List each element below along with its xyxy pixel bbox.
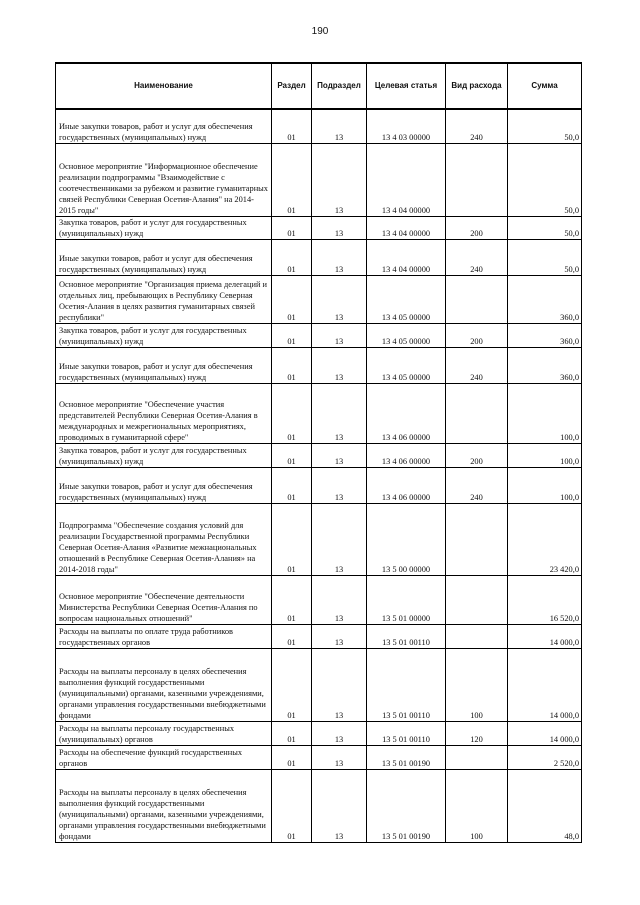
row-section: 01 xyxy=(272,721,312,745)
row-subsection: 13 xyxy=(312,503,367,575)
header-subsection: Подраздел xyxy=(312,63,367,109)
row-expense-type: 240 xyxy=(446,467,508,503)
row-name: Подпрограмма "Обеспечение создания условий для реализации Государственной программы Республики Северная Осетия-Алания «Развитие межнациональных отношений в Республике Северная Осетия-Алания» на 2014-2018 годы" xyxy=(56,503,272,575)
row-expense-type: 200 xyxy=(446,216,508,239)
row-target-article: 13 5 01 00110 xyxy=(367,721,446,745)
row-section: 01 xyxy=(272,648,312,721)
row-section: 01 xyxy=(272,745,312,769)
budget-table xyxy=(55,62,582,843)
row-expense-type: 100 xyxy=(446,648,508,721)
row-target-article: 13 4 06 00000 xyxy=(367,383,446,443)
row-section: 01 xyxy=(272,143,312,216)
row-target-article: 13 4 04 00000 xyxy=(367,239,446,275)
row-target-article: 13 4 05 00000 xyxy=(367,347,446,383)
row-expense-type xyxy=(446,503,508,575)
row-section: 01 xyxy=(272,769,312,842)
row-subsection: 13 xyxy=(312,745,367,769)
table-row xyxy=(56,769,582,842)
table-row xyxy=(56,239,582,275)
row-expense-type xyxy=(446,745,508,769)
row-sum: 14 000,0 xyxy=(508,624,582,648)
row-expense-type: 200 xyxy=(446,323,508,347)
row-sum: 50,0 xyxy=(508,216,582,239)
row-expense-type: 240 xyxy=(446,109,508,143)
table-row xyxy=(56,383,582,443)
row-target-article: 13 5 01 00110 xyxy=(367,648,446,721)
row-section: 01 xyxy=(272,216,312,239)
row-sum: 23 420,0 xyxy=(508,503,582,575)
table-row xyxy=(56,648,582,721)
page-number: 190 xyxy=(311,26,329,37)
row-sum: 100,0 xyxy=(508,383,582,443)
row-target-article: 13 5 01 00110 xyxy=(367,624,446,648)
row-section: 01 xyxy=(272,575,312,624)
row-sum: 360,0 xyxy=(508,323,582,347)
table-row xyxy=(56,467,582,503)
row-target-article: 13 4 04 00000 xyxy=(367,216,446,239)
header-target-article: Целевая статья xyxy=(367,63,446,109)
row-expense-type xyxy=(446,383,508,443)
row-subsection: 13 xyxy=(312,575,367,624)
row-sum: 360,0 xyxy=(508,347,582,383)
table-row xyxy=(56,745,582,769)
row-expense-type: 240 xyxy=(446,239,508,275)
row-target-article: 13 4 05 00000 xyxy=(367,323,446,347)
header-name: Наименование xyxy=(56,63,272,109)
header-expense-type: Вид расхода xyxy=(446,63,508,109)
row-subsection: 13 xyxy=(312,721,367,745)
row-sum: 100,0 xyxy=(508,443,582,467)
row-target-article: 13 5 01 00000 xyxy=(367,575,446,624)
row-name: Основное мероприятие "Информационное обеспечение реализации подпрограммы "Взаимодействие с соотечественниками за рубежом и развитие гуманитарных связей Республики Северная Осетия-Алания" на 2014-2015 годы" xyxy=(56,143,272,216)
row-section: 01 xyxy=(272,383,312,443)
row-name: Закупка товаров, работ и услуг для государственных (муниципальных) нужд xyxy=(56,443,272,467)
row-subsection: 13 xyxy=(312,769,367,842)
table-row xyxy=(56,347,582,383)
row-sum: 2 520,0 xyxy=(508,745,582,769)
row-sum: 14 000,0 xyxy=(508,648,582,721)
row-name: Иные закупки товаров, работ и услуг для обеспечения государственных (муниципальных) нужд xyxy=(56,467,272,503)
row-target-article: 13 4 06 00000 xyxy=(367,443,446,467)
row-sum: 50,0 xyxy=(508,143,582,216)
table-row xyxy=(56,721,582,745)
header-section: Раздел xyxy=(272,63,312,109)
table-header-row xyxy=(56,63,582,109)
row-subsection: 13 xyxy=(312,443,367,467)
row-section: 01 xyxy=(272,323,312,347)
row-name: Основное мероприятие "Обеспечение участия представителей Республики Северная Осетия-Алания в международных и межрегиональных мероприятиях, проводимых в гуманитарной сфере" xyxy=(56,383,272,443)
row-expense-type xyxy=(446,143,508,216)
row-name: Расходы на выплаты персоналу в целях обеспечения выполнения функций государственными (муниципальными) органами, казенными учреждениями, органами управления государственными внебюджетными фондами xyxy=(56,648,272,721)
table-row xyxy=(56,216,582,239)
row-expense-type xyxy=(446,624,508,648)
row-target-article: 13 5 00 00000 xyxy=(367,503,446,575)
row-subsection: 13 xyxy=(312,383,367,443)
row-expense-type: 100 xyxy=(446,769,508,842)
row-name: Иные закупки товаров, работ и услуг для обеспечения государственных (муниципальных) нужд xyxy=(56,109,272,143)
row-subsection: 13 xyxy=(312,275,367,323)
row-expense-type xyxy=(446,275,508,323)
row-section: 01 xyxy=(272,467,312,503)
table-row xyxy=(56,143,582,216)
row-sum: 50,0 xyxy=(508,239,582,275)
row-sum: 16 520,0 xyxy=(508,575,582,624)
row-name: Основное мероприятие "Обеспечение деятельности Министерства Республики Северная Осетия-Алания по вопросам национальных отношений" xyxy=(56,575,272,624)
row-subsection: 13 xyxy=(312,347,367,383)
table-row xyxy=(56,503,582,575)
table-row xyxy=(56,443,582,467)
row-target-article: 13 4 04 00000 xyxy=(367,143,446,216)
row-name: Расходы на выплаты по оплате труда работников государственных органов xyxy=(56,624,272,648)
row-subsection: 13 xyxy=(312,143,367,216)
row-name: Расходы на выплаты персоналу государственных (муниципальных) органов xyxy=(56,721,272,745)
row-section: 01 xyxy=(272,347,312,383)
row-section: 01 xyxy=(272,109,312,143)
row-target-article: 13 4 06 00000 xyxy=(367,467,446,503)
row-subsection: 13 xyxy=(312,648,367,721)
row-section: 01 xyxy=(272,443,312,467)
table-row xyxy=(56,109,582,143)
row-name: Расходы на выплаты персоналу в целях обеспечения выполнения функций государственными (муниципальными) органами, казенными учреждениями, органами управления государственными внебюджетными фондами xyxy=(56,769,272,842)
row-subsection: 13 xyxy=(312,239,367,275)
row-section: 01 xyxy=(272,275,312,323)
row-sum: 14 000,0 xyxy=(508,721,582,745)
table-row xyxy=(56,624,582,648)
row-sum: 100,0 xyxy=(508,467,582,503)
row-section: 01 xyxy=(272,503,312,575)
row-expense-type: 240 xyxy=(446,347,508,383)
row-section: 01 xyxy=(272,624,312,648)
table-row xyxy=(56,275,582,323)
row-name: Расходы на обеспечение функций государственных органов xyxy=(56,745,272,769)
row-subsection: 13 xyxy=(312,109,367,143)
row-target-article: 13 5 01 00190 xyxy=(367,745,446,769)
row-name: Основное мероприятие "Организация приема делегаций и отдельных лиц, пребывающих в Республику Северная Осетия-Алания в целях развития гуманитарных связей республики" xyxy=(56,275,272,323)
row-subsection: 13 xyxy=(312,216,367,239)
row-expense-type: 120 xyxy=(446,721,508,745)
row-target-article: 13 4 03 00000 xyxy=(367,109,446,143)
row-subsection: 13 xyxy=(312,467,367,503)
row-sum: 360,0 xyxy=(508,275,582,323)
row-sum: 48,0 xyxy=(508,769,582,842)
row-subsection: 13 xyxy=(312,624,367,648)
table-row xyxy=(56,323,582,347)
row-target-article: 13 4 05 00000 xyxy=(367,275,446,323)
row-sum: 50,0 xyxy=(508,109,582,143)
row-subsection: 13 xyxy=(312,323,367,347)
header-sum: Сумма xyxy=(508,63,582,109)
row-target-article: 13 5 01 00190 xyxy=(367,769,446,842)
row-expense-type xyxy=(446,575,508,624)
row-name: Закупка товаров, работ и услуг для государственных (муниципальных) нужд xyxy=(56,216,272,239)
row-name: Закупка товаров, работ и услуг для государственных (муниципальных) нужд xyxy=(56,323,272,347)
row-name: Иные закупки товаров, работ и услуг для обеспечения государственных (муниципальных) нужд xyxy=(56,239,272,275)
row-section: 01 xyxy=(272,239,312,275)
table-row xyxy=(56,575,582,624)
row-expense-type: 200 xyxy=(446,443,508,467)
row-name: Иные закупки товаров, работ и услуг для обеспечения государственных (муниципальных) нужд xyxy=(56,347,272,383)
